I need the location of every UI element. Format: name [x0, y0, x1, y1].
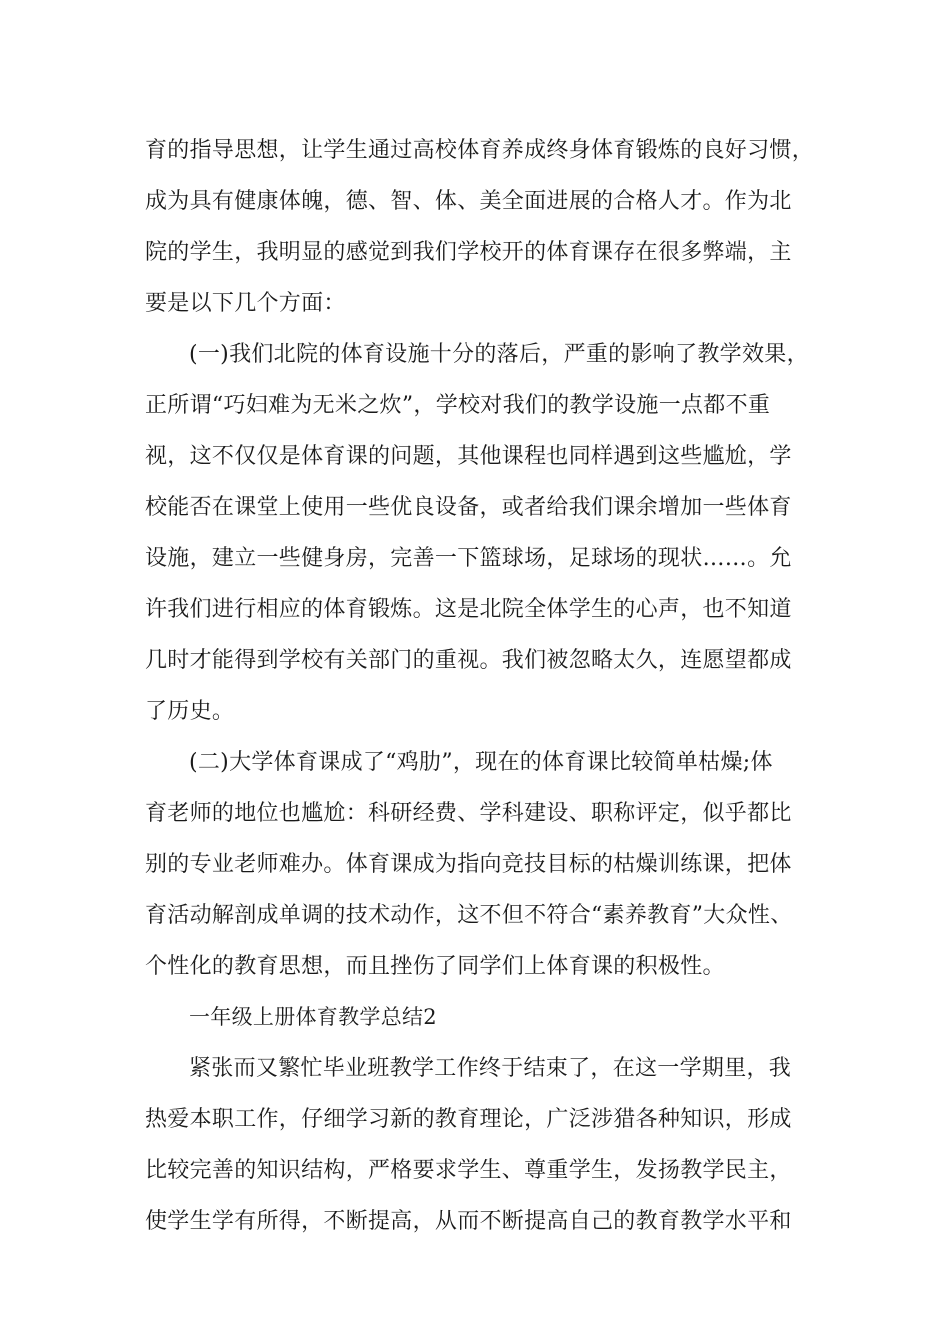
text-line: 热爱本职工作，仔细学习新的教育理论，广泛涉猎各种知识，形成 [145, 1107, 792, 1132]
text-line: 育老师的地位也尴尬：科研经费、学科建设、职称评定，似乎都比 [145, 801, 792, 826]
text-line: 别的专业老师难办。体育课成为指向竞技目标的枯燥训练课，把体 [145, 852, 792, 877]
text-line: (二)大学体育课成了“鸡肋”，现在的体育课比较简单枯燥;体 [189, 750, 773, 775]
text-line: 院的学生，我明显的感觉到我们学校开的体育课存在很多弊端，主 [145, 240, 792, 265]
text-line: 几时才能得到学校有关部门的重视。我们被忽略太久，连愿望都成 [145, 648, 792, 673]
text-line: 育活动解剖成单调的技术动作，这不但不符合“素养教育”大众性、 [145, 903, 793, 928]
section-heading: 一年级上册体育教学总结2 [189, 1005, 437, 1029]
text-line: 校能否在课堂上使用一些优良设备，或者给我们课余增加一些体育 [145, 495, 792, 520]
text-line: 设施，建立一些健身房，完善一下篮球场，足球场的现状……。允 [145, 546, 792, 571]
text-line: 视，这不仅仅是体育课的问题，其他课程也同样遇到这些尴尬，学 [145, 444, 792, 469]
text-line: (一)我们北院的体育设施十分的落后，严重的影响了教学效果， [189, 342, 809, 367]
text-line: 正所谓“巧妇难为无米之炊”，学校对我们的教学设施一点都不重 [145, 393, 771, 418]
document-body [145, 125, 835, 1247]
text-line: 紧张而又繁忙毕业班教学工作终于结束了，在这一学期里，我 [189, 1056, 792, 1081]
text-line: 比较完善的知识结构，严格要求学生、尊重学生，发扬教学民主， [145, 1158, 792, 1183]
text-line: 使学生学有所得，不断提高，从而不断提高自己的教育教学水平和 [145, 1209, 792, 1234]
text-line: 个性化的教育思想，而且挫伤了同学们上体育课的积极性。 [145, 954, 725, 979]
text-line: 许我们进行相应的体育锻炼。这是北院全体学生的心声，也不知道 [145, 597, 792, 622]
text-line: 了历史。 [145, 699, 235, 724]
text-line: 成为具有健康体魄，德、智、体、美全面进展的合格人才。作为北 [145, 189, 792, 214]
text-line: 育的指导思想，让学生通过高校体育养成终身体育锻炼的良好习惯， [145, 138, 815, 163]
text-line: 要是以下几个方面： [145, 291, 346, 316]
